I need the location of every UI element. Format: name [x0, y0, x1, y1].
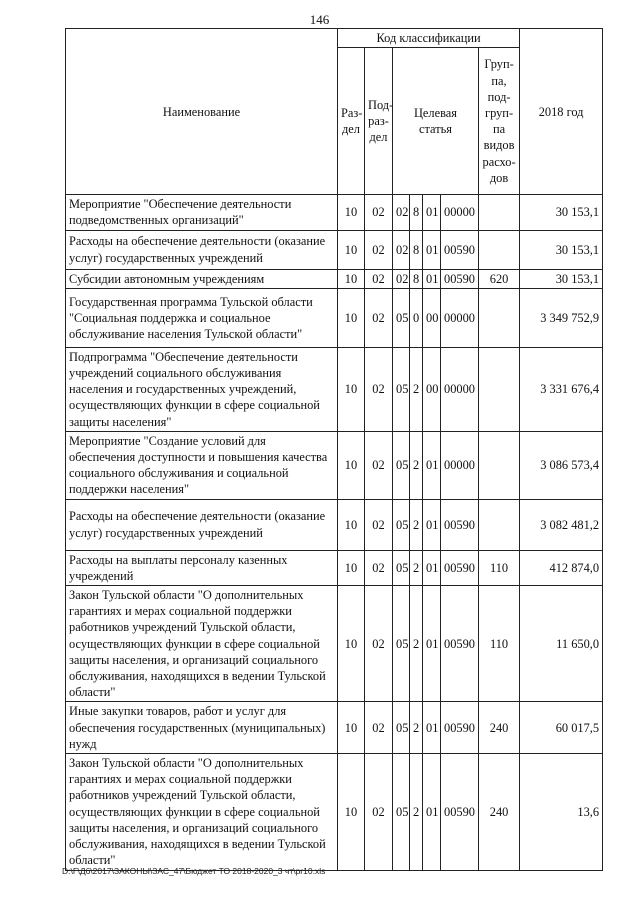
row-name: Закон Тульской области "О дополнительных гарантиях и мерах социальной поддержки работников учреждений Тульской области, осуществляющих функции в сфере социальной защиты населения, и организаций социального обслуживания, находящихся в ведении Тульской области" — [66, 754, 338, 870]
row-target-program: 02 — [393, 195, 410, 230]
row-target-direction: 00000 — [441, 288, 479, 347]
row-target-subprogram: 8 — [410, 195, 423, 230]
row-razdel: 10 — [338, 702, 365, 754]
row-razdel: 10 — [338, 269, 365, 288]
row-amount-2018: 3 086 573,4 — [520, 431, 603, 499]
row-target-event: 00 — [423, 288, 441, 347]
row-target-subprogram: 2 — [410, 586, 423, 702]
table-row — [66, 499, 603, 550]
row-target-subprogram: 0 — [410, 288, 423, 347]
row-amount-2018: 3 082 481,2 — [520, 499, 603, 550]
row-podrazdel: 02 — [365, 195, 393, 230]
row-amount-2018: 13,6 — [520, 754, 603, 870]
table-row — [66, 586, 603, 702]
row-target-event: 01 — [423, 754, 441, 870]
row-target-direction: 00000 — [441, 195, 479, 230]
row-target-program: 05 — [393, 431, 410, 499]
row-razdel: 10 — [338, 499, 365, 550]
row-target-subprogram: 2 — [410, 499, 423, 550]
row-target-direction: 00590 — [441, 230, 479, 269]
row-target-event: 01 — [423, 499, 441, 550]
row-razdel: 10 — [338, 195, 365, 230]
header-razdel: Раз- дел — [338, 48, 365, 195]
row-amount-2018: 30 153,1 — [520, 230, 603, 269]
row-razdel: 10 — [338, 347, 365, 431]
table-row — [66, 288, 603, 347]
file-path-footer: D:\Г\Д6\2017\ЗАКОНЫ\ЗАС_47\Бюджет ТО 2018-2020_3 чт\pr10.xls — [62, 866, 326, 876]
row-target-program: 05 — [393, 550, 410, 585]
row-expense-group: 110 — [479, 550, 520, 585]
row-target-program: 02 — [393, 269, 410, 288]
row-expense-group — [479, 195, 520, 230]
table-row — [66, 269, 603, 288]
row-target-program: 05 — [393, 288, 410, 347]
row-target-program: 05 — [393, 702, 410, 754]
row-target-direction: 00000 — [441, 347, 479, 431]
row-expense-group: 240 — [479, 754, 520, 870]
row-target-event: 01 — [423, 230, 441, 269]
row-podrazdel: 02 — [365, 550, 393, 585]
row-target-direction: 00590 — [441, 586, 479, 702]
row-expense-group — [479, 347, 520, 431]
table-row — [66, 195, 603, 230]
row-name: Государственная программа Тульской области "Социальная поддержка и социальное обслуживание населения Тульской области" — [66, 288, 338, 347]
row-target-subprogram: 2 — [410, 431, 423, 499]
row-target-direction: 00590 — [441, 754, 479, 870]
table-row — [66, 431, 603, 499]
row-target-direction: 00590 — [441, 499, 479, 550]
row-target-subprogram: 2 — [410, 347, 423, 431]
header-podrazdel: Под- раз- дел — [365, 48, 393, 195]
row-podrazdel: 02 — [365, 499, 393, 550]
row-podrazdel: 02 — [365, 586, 393, 702]
row-amount-2018: 11 650,0 — [520, 586, 603, 702]
row-name: Субсидии автономным учреждениям — [66, 269, 338, 288]
row-razdel: 10 — [338, 230, 365, 269]
table-row — [66, 754, 603, 870]
row-amount-2018: 3 349 752,9 — [520, 288, 603, 347]
header-expense-group: Груп- па, под- груп- па видов расхо- дов — [479, 48, 520, 195]
row-expense-group: 620 — [479, 269, 520, 288]
row-podrazdel: 02 — [365, 288, 393, 347]
row-amount-2018: 3 331 676,4 — [520, 347, 603, 431]
row-expense-group — [479, 499, 520, 550]
row-target-event: 00 — [423, 347, 441, 431]
row-target-subprogram: 2 — [410, 702, 423, 754]
row-target-event: 01 — [423, 586, 441, 702]
row-name: Мероприятие "Создание условий для обеспечения доступности и повышения качества социального обслуживания и социальной поддержки населения" — [66, 431, 338, 499]
row-podrazdel: 02 — [365, 754, 393, 870]
row-razdel: 10 — [338, 550, 365, 585]
row-podrazdel: 02 — [365, 269, 393, 288]
row-target-program: 02 — [393, 230, 410, 269]
row-amount-2018: 30 153,1 — [520, 195, 603, 230]
row-expense-group: 110 — [479, 586, 520, 702]
row-target-event: 01 — [423, 195, 441, 230]
row-target-subprogram: 2 — [410, 550, 423, 585]
row-target-subprogram: 2 — [410, 754, 423, 870]
row-name: Подпрограмма "Обеспечение деятельности учреждений социального обслуживания населения и государственных учреждений, осуществляющих функции в сфере социальной защиты населения" — [66, 347, 338, 431]
row-target-direction: 00590 — [441, 702, 479, 754]
row-target-direction: 00000 — [441, 431, 479, 499]
row-razdel: 10 — [338, 754, 365, 870]
row-amount-2018: 30 153,1 — [520, 269, 603, 288]
row-razdel: 10 — [338, 288, 365, 347]
row-expense-group — [479, 230, 520, 269]
row-name: Иные закупки товаров, работ и услуг для обеспечения государственных (муниципальных) нужд — [66, 702, 338, 754]
row-amount-2018: 60 017,5 — [520, 702, 603, 754]
header-name: Наименование — [66, 29, 338, 195]
row-target-direction: 00590 — [441, 550, 479, 585]
table-body — [66, 195, 603, 870]
header-classification-code: Код классификации — [338, 29, 520, 48]
row-podrazdel: 02 — [365, 431, 393, 499]
row-expense-group: 240 — [479, 702, 520, 754]
row-name: Расходы на обеспечение деятельности (оказание услуг) государственных учреждений — [66, 230, 338, 269]
row-target-event: 01 — [423, 431, 441, 499]
table-row — [66, 347, 603, 431]
row-amount-2018: 412 874,0 — [520, 550, 603, 585]
header-year: 2018 год — [520, 29, 603, 195]
table-row — [66, 702, 603, 754]
page-number: 146 — [309, 12, 330, 27]
row-name: Расходы на выплаты персоналу казенных учреждений — [66, 550, 338, 585]
row-target-program: 05 — [393, 586, 410, 702]
row-target-subprogram: 8 — [410, 230, 423, 269]
row-name: Закон Тульской области "О дополнительных гарантиях и мерах социальной поддержки работников учреждений Тульской области, осуществляющих функции в сфере социальной защиты населения, и организаций социального обслуживания, находящихся в ведении Тульской области" — [66, 586, 338, 702]
table-row — [66, 230, 603, 269]
row-target-program: 05 — [393, 499, 410, 550]
row-target-subprogram: 8 — [410, 269, 423, 288]
row-target-event: 01 — [423, 550, 441, 585]
row-name: Расходы на обеспечение деятельности (оказание услуг) государственных учреждений — [66, 499, 338, 550]
row-name: Мероприятие "Обеспечение деятельности подведомственных организаций" — [66, 195, 338, 230]
row-target-direction: 00590 — [441, 269, 479, 288]
row-target-program: 05 — [393, 754, 410, 870]
row-expense-group — [479, 288, 520, 347]
row-podrazdel: 02 — [365, 230, 393, 269]
row-target-event: 01 — [423, 702, 441, 754]
row-podrazdel: 02 — [365, 347, 393, 431]
budget-table — [65, 28, 603, 871]
row-podrazdel: 02 — [365, 702, 393, 754]
row-razdel: 10 — [338, 431, 365, 499]
table-row — [66, 550, 603, 585]
row-razdel: 10 — [338, 586, 365, 702]
row-target-event: 01 — [423, 269, 441, 288]
row-expense-group — [479, 431, 520, 499]
row-target-program: 05 — [393, 347, 410, 431]
header-target-article: Целевая статья — [393, 48, 479, 195]
